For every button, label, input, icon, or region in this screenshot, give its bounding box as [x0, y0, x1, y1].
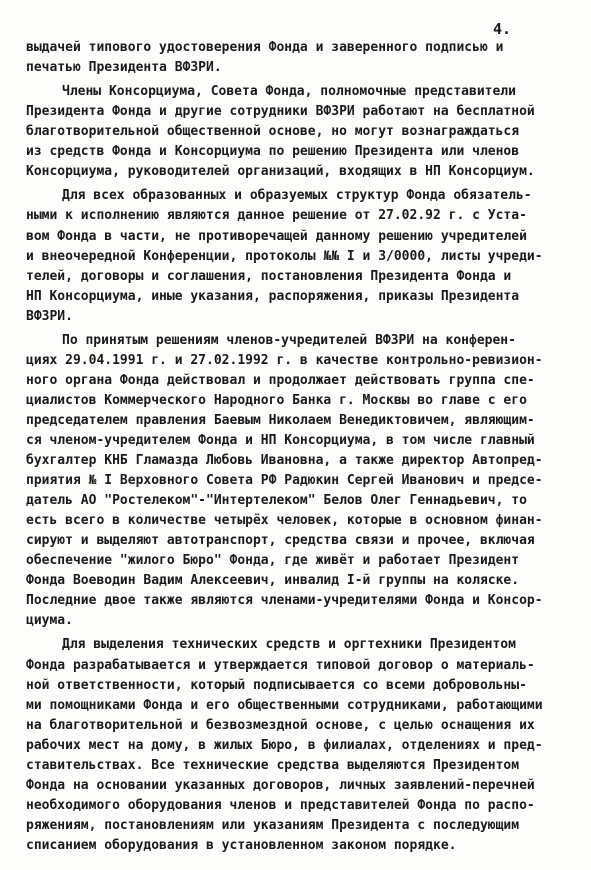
text-line: ВФЗРИ.: [26, 308, 73, 324]
text-line: печатью Президента ВФЗРИ.: [26, 60, 222, 76]
text-line: есть всего в количестве четырёх человек, которые в основном финан-: [26, 513, 543, 529]
text-line: председателем правления Баевым Николаем Венедиктовичем, являющим-: [26, 412, 535, 428]
text-line: датель АО "Ростелеком"-"Интертелеком" Белов Олег Геннадьевич, то: [26, 493, 527, 509]
text-line: циалистов Коммерческого Народного Банка г. Москвы во главе с его: [26, 392, 527, 408]
text-line: Президента Фонда и другие сотрудники ВФЗРИ работают на бесплатной: [26, 104, 535, 120]
text-line: ными к исполнению являются данное решение от 27.02.92 г. с Уста-: [26, 208, 527, 224]
text-line: циума.: [26, 613, 73, 629]
text-line: ми помощниками Фонда и его общественными сотрудниками, работающими: [26, 697, 543, 713]
text-line: и внеочередной Конференции, протоколы №№ I и 3/0000, листы учреди-: [26, 248, 543, 264]
text-line: По принятым решениям членов-учредителей ВФЗРИ на конферен-: [62, 332, 516, 348]
text-line: циях 29.04.1991 г. и 27.02.1992 г. в качестве контрольно-ревизион-: [26, 352, 543, 368]
text-line: Фонда Воеводин Вадим Алексеевич, инвалид I-й группы на коляске.: [26, 573, 520, 589]
text-line: Для всех образованных и образуемых структур Фонда обязатель-: [62, 188, 532, 204]
text-line: выдачей типового удостоверения Фонда и заверенного подписью и: [26, 40, 504, 55]
text-line: необходимого оборудования членов и представителей Фонда по распо-: [26, 797, 535, 813]
text-line: Фонда на основании указанных договоров, личных заявлений-перечней: [26, 777, 535, 793]
text-line: бухгалтер КНБ Гламазда Любовь Ивановна, а также директор Автопред-: [26, 453, 543, 468]
text-line: обеспечение "жилого Бюро" Фонда, где живёт и работает Президент: [26, 553, 520, 569]
text-line: рабочих мест на дому, в жилых Бюро, в филиалах, отделениях и пред-: [26, 737, 543, 753]
text-line: Для выделения технических средств и оргтехники Президентом: [62, 637, 516, 653]
text-line: из средств Фонда и Консорциума по решению Президента или членов: [26, 144, 520, 160]
text-line: ного органа Фонда действовал и продолжает действовать группа спе-: [26, 372, 535, 388]
text-line: списанием оборудования в установленном законом порядке.: [26, 837, 457, 853]
text-line: Члены Консорциума, Совета Фонда, полномочные представители: [62, 84, 516, 100]
text-line: ной ответственности, который подписывается со всеми добровольны-: [26, 677, 527, 693]
text-line: на благотворительной и безвозмездной основе, с целью оснащения их: [26, 717, 535, 733]
text-line: Фонда разрабатывается и утверждается типовой договор о материаль-: [26, 657, 535, 673]
text-line: ставительствах. Все технические средства выделяются Президентом: [26, 757, 520, 773]
text-line: НП Консорциума, иные указания, распоряжения, приказы Президента: [26, 288, 520, 304]
text-line: Консорциума, руководителей организаций, входящих в НП Консорциум.: [26, 164, 535, 180]
text-line: телей, договоры и соглашения, постановления Президента Фонда и: [26, 268, 512, 284]
text-line: приятия № I Верховного Совета РФ Радюкин Сергей Иванович и предсе-: [26, 473, 543, 489]
text-line: ся членом-учредителем Фонда и НП Консорциума, в том числе главный: [26, 433, 535, 448]
text-line: сируют и выделяют автотранспорт, средства связи и прочее, включая: [26, 533, 535, 549]
page-number: 4.: [493, 20, 512, 38]
text-line: благотворительной общественной основе, но могут вознаграждаться: [26, 124, 520, 140]
text-line: Последние двое также являются членами-учредителями Фонда и Консор-: [26, 593, 543, 609]
text-line: вом Фонда в части, не противоречащей данному решению учредителей: [26, 228, 527, 244]
text-line: ряжениям, постановлениям или указаниям Президента с последующим: [26, 817, 520, 833]
